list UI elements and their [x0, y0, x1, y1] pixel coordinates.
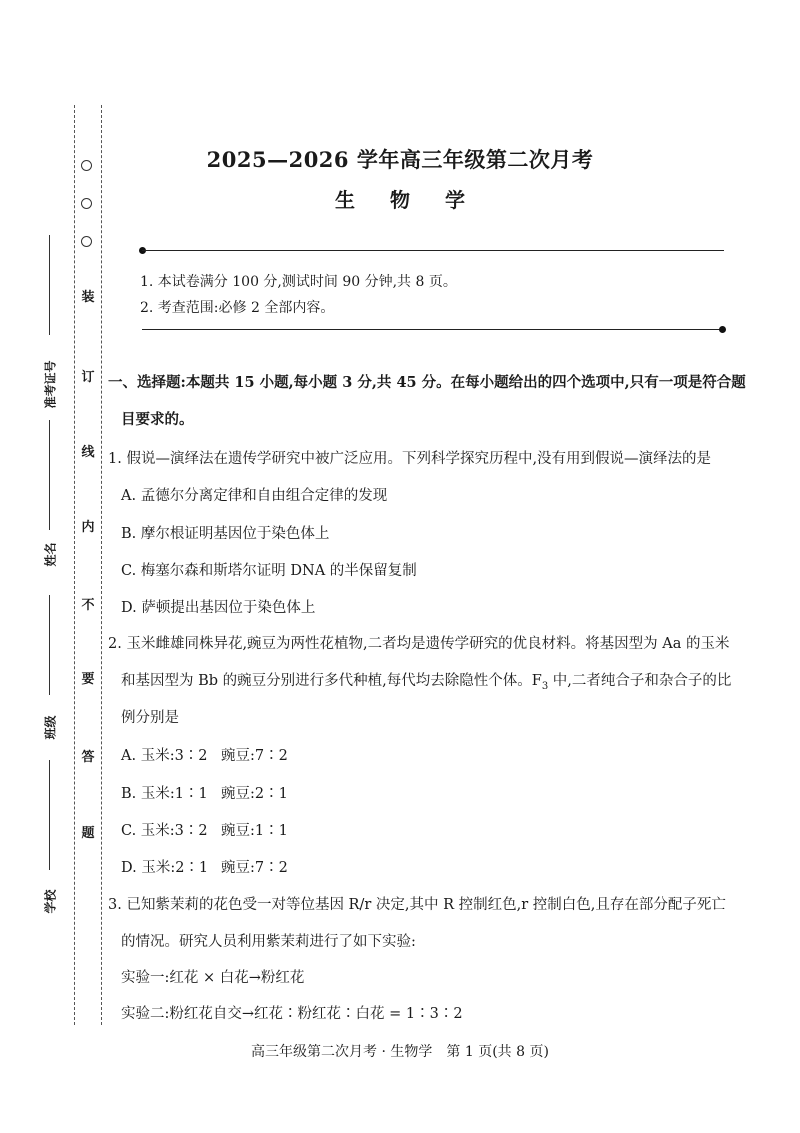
notes-top-rule [142, 250, 724, 251]
option-corn: A. 玉米:3∶2 [121, 748, 208, 764]
generation-subscript: 3 [541, 680, 549, 692]
notes-bottom-rule [142, 329, 724, 330]
binding-char: 内 [81, 520, 95, 535]
binding-char: 不 [81, 598, 95, 613]
field-label-admission-number: 准考证号 [43, 360, 58, 409]
option-a [121, 746, 288, 766]
field-label-name: 姓名 [43, 542, 58, 567]
stem-text: 和基因型为 Bb 的豌豆分别进行多代种植,每代均去除隐性个体。F [121, 673, 542, 689]
page-footer: 高三年级第二次月考 · 生物学 第 1 页(共 8 页) [251, 1044, 549, 1060]
question-stem: 2. 玉米雌雄同株异花,豌豆为两性花植物,二者均是遗传学研究的优良材料。将基因型为 Aa 的玉米 [108, 636, 730, 652]
field-label-class: 班级 [43, 715, 58, 740]
stem-text: 中,二者纯合子和杂合子的比 [548, 673, 732, 689]
option-a: A. 孟德尔分离定律和自由组合定律的发现 [121, 488, 388, 504]
option-pea: 豌豆:7∶2 [221, 860, 288, 876]
option-pea: 豌豆:1∶1 [221, 823, 288, 839]
rule-dot-icon [719, 326, 726, 333]
binding-hole-icon [81, 236, 92, 247]
option-d: D. 萨顿提出基因位于染色体上 [121, 600, 316, 616]
binding-char: 订 [81, 370, 95, 385]
field-line-school [49, 760, 50, 870]
exam-subject: 生 物 学 [335, 188, 479, 212]
option-b: B. 摩尔根证明基因位于染色体上 [121, 526, 330, 542]
binding-char: 要 [81, 672, 95, 687]
section-heading-cont: 目要求的。 [121, 411, 194, 428]
question-stem-cont [121, 671, 731, 697]
experiment-one: 实验一:红花 × 白花→粉红花 [121, 970, 305, 986]
option-b [121, 784, 288, 804]
section-heading: 一、选择题:本题共 15 小题,每小题 3 分,共 45 分。在每小题给出的四个选项中,只有一项是符合题 [108, 374, 746, 391]
question-stem-cont: 的情况。研究人员利用紫茉莉进行了如下实验: [121, 934, 416, 950]
option-corn: D. 玉米:2∶1 [121, 860, 209, 876]
option-pea: 豌豆:7∶2 [221, 748, 288, 764]
question-stem: 3. 已知紫茉莉的花色受一对等位基因 R/r 决定,其中 R 控制红色,r 控制白色,且存在部分配子死亡 [108, 897, 726, 913]
note-line: 2. 考查范围:必修 2 全部内容。 [140, 300, 335, 316]
experiment-two: 实验二:粉红花自交→红花∶粉红花∶白花 = 1∶3∶2 [121, 1006, 463, 1022]
binding-dashed-line-outer [74, 105, 75, 1025]
field-line-class [49, 595, 50, 695]
binding-char: 装 [81, 290, 95, 305]
option-corn: C. 玉米:3∶2 [121, 823, 208, 839]
option-pea: 豌豆:2∶1 [221, 786, 288, 802]
field-label-school: 学校 [43, 889, 58, 914]
binding-char: 线 [81, 445, 95, 460]
option-c: C. 梅塞尔森和斯塔尔证明 DNA 的半保留复制 [121, 563, 417, 579]
option-d [121, 858, 288, 878]
binding-char: 答 [81, 750, 95, 765]
field-line-admission-number [49, 235, 50, 335]
question-stem: 1. 假说—演绎法在遗传学研究中被广泛应用。下列科学探究历程中,没有用到假说—演绎法的是 [108, 451, 712, 467]
question-stem-cont: 例分别是 [121, 710, 179, 726]
note-line: 1. 本试卷满分 100 分,测试时间 90 分钟,共 8 页。 [140, 274, 457, 290]
binding-dashed-line-inner [101, 105, 102, 1025]
option-corn: B. 玉米:1∶1 [121, 786, 208, 802]
field-line-name [49, 420, 50, 530]
exam-title: 2025—2026 学年高三年级第二次月考 [206, 147, 594, 172]
binding-char: 题 [81, 826, 95, 841]
option-c [121, 821, 288, 841]
